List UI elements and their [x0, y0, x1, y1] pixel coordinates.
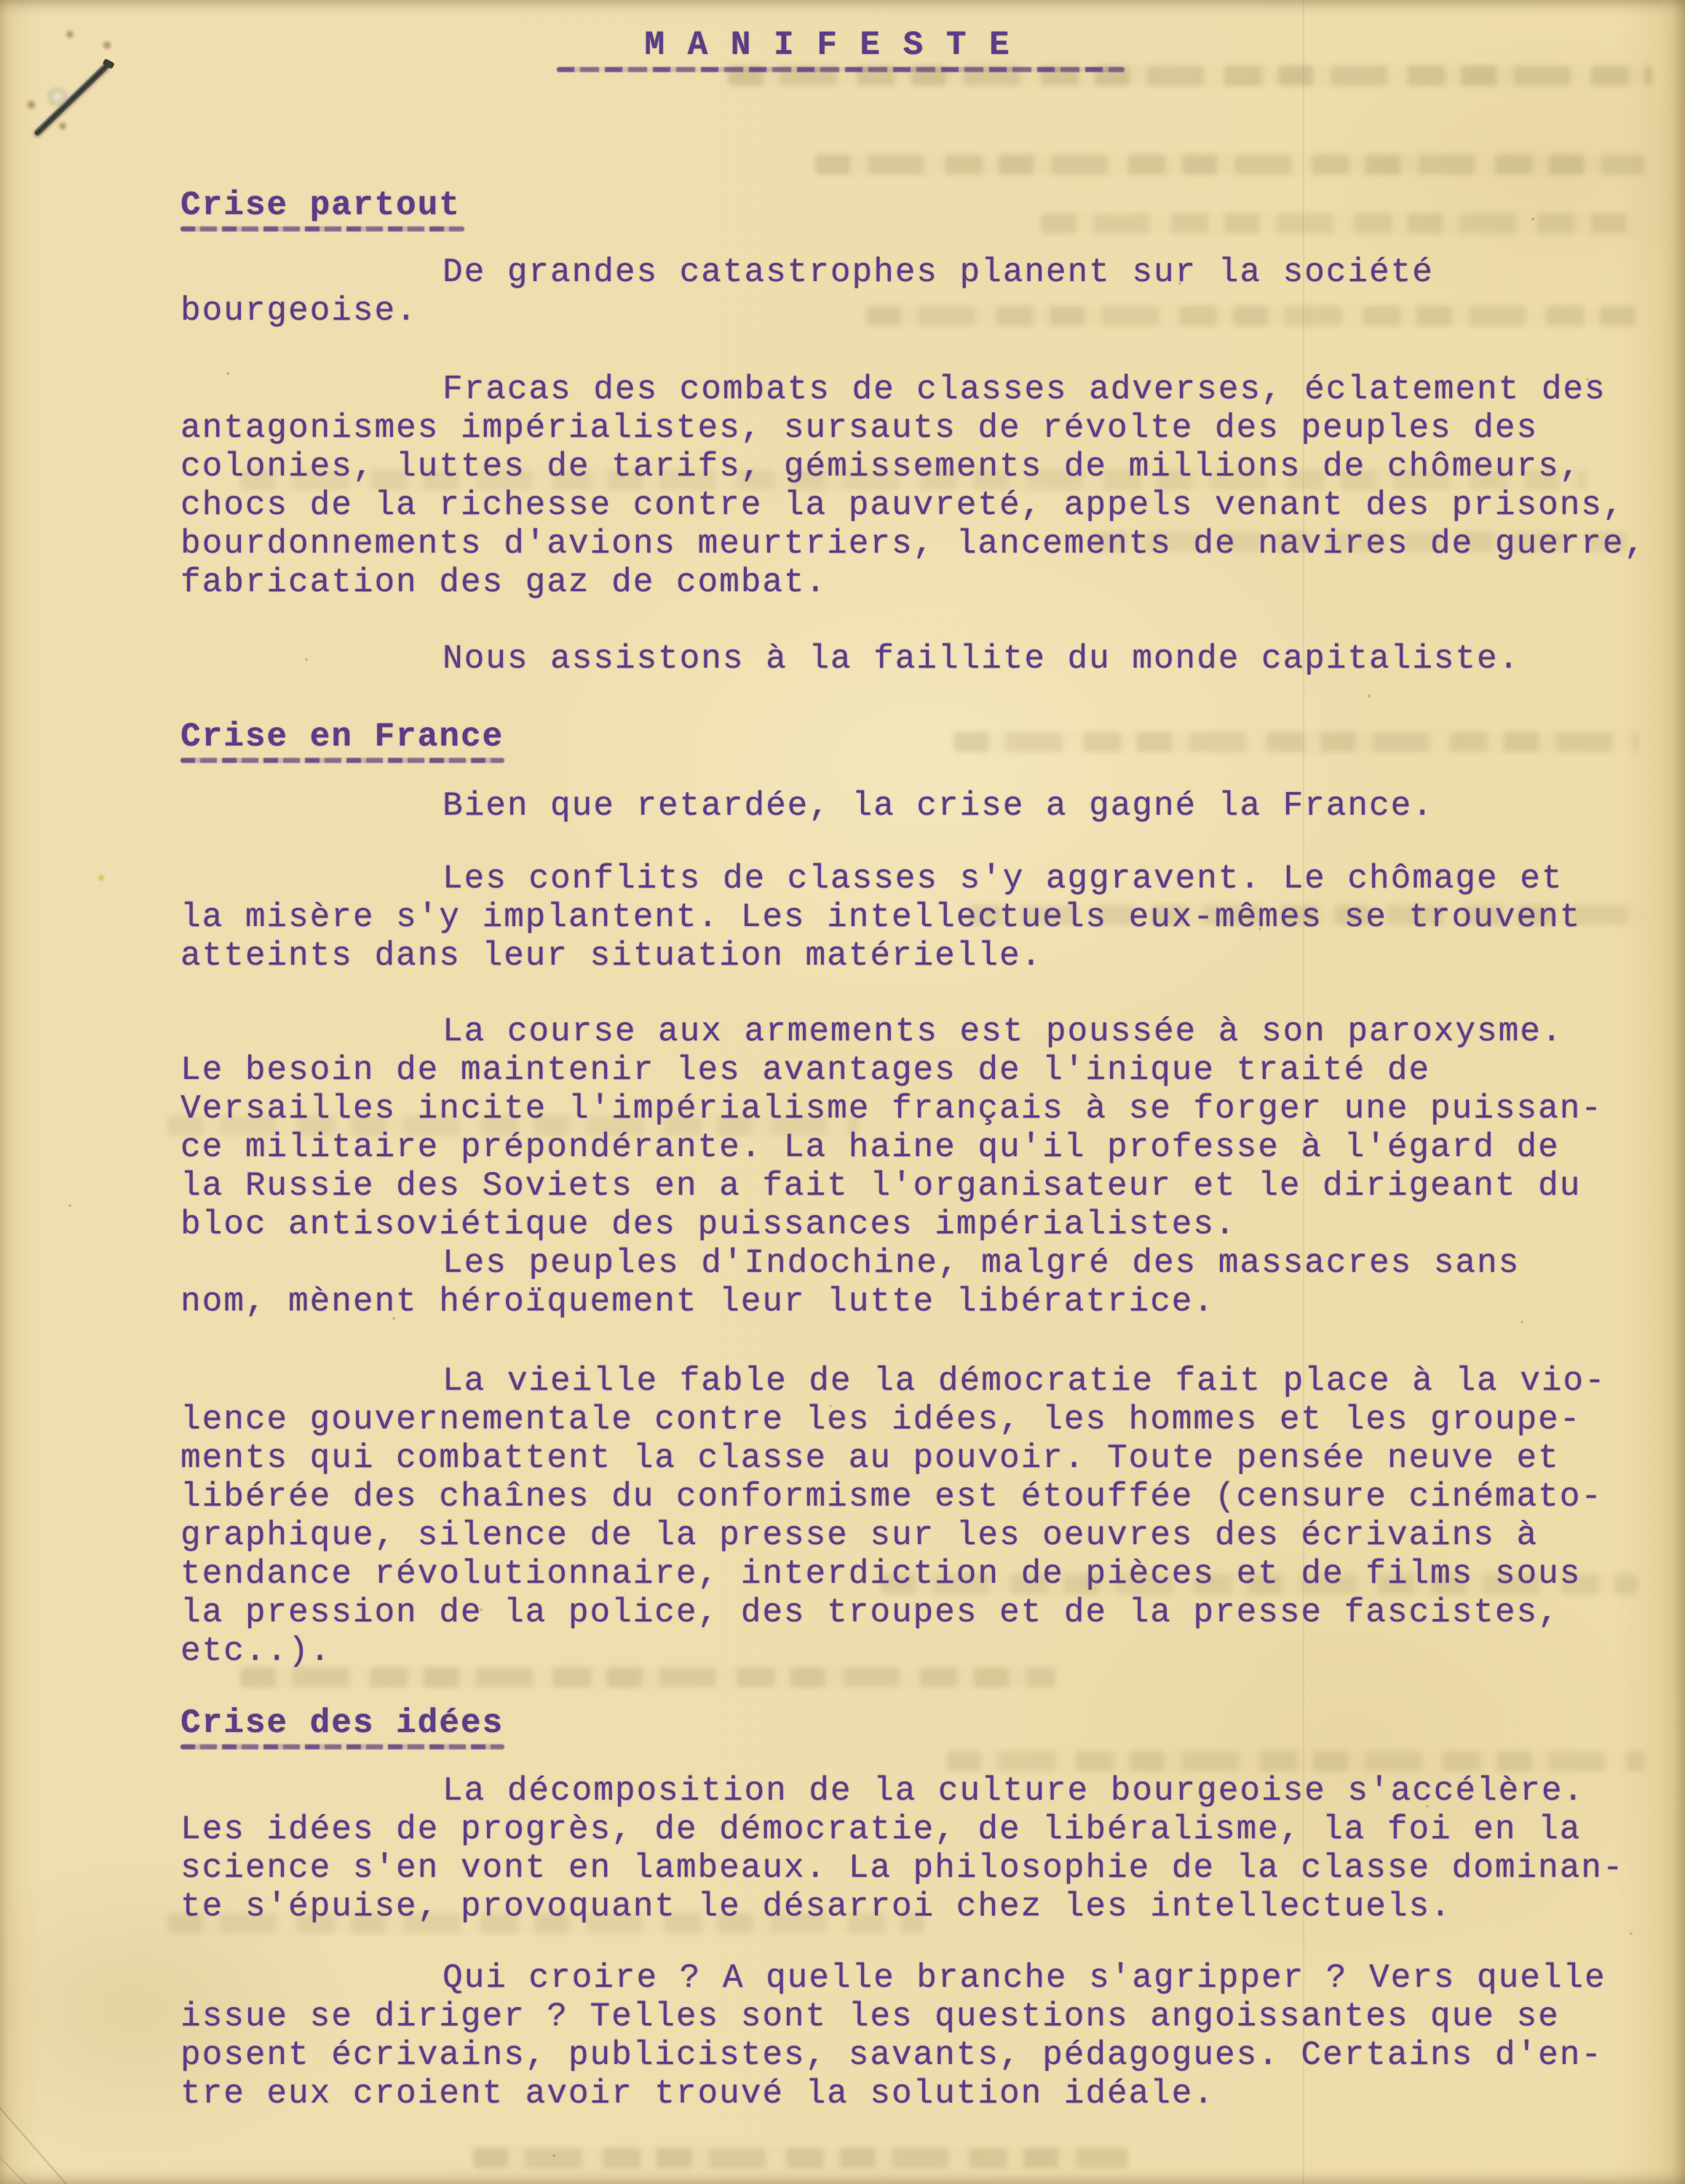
heading-underline — [181, 1744, 504, 1749]
text-line: libérée des chaînes du conformisme est étouffée (censure cinémato- — [181, 1478, 1603, 1516]
staple — [33, 60, 112, 136]
text-line: antagonismes impérialistes, sursauts de révolte des peuples des — [181, 409, 1539, 447]
paper-crease — [0, 2082, 103, 2184]
section-crise-des-idees — [181, 1704, 1658, 1749]
paragraph — [181, 1772, 1658, 1926]
text-line: graphique, silence de la presse sur les oeuvres des écrivains à — [181, 1516, 1539, 1554]
section-crise-partout — [181, 186, 1658, 232]
paper-stain — [98, 874, 105, 882]
text-line: bloc antisoviétique des puissances impérialistes. — [181, 1206, 1237, 1243]
rust-mark — [64, 29, 76, 39]
section-crise-en-france — [181, 718, 1658, 763]
text-line: Fracas des combats de classes adverses, éclatement des — [443, 371, 1606, 408]
text-line: La vieille fable de la démocratie fait place à la vio- — [443, 1362, 1606, 1400]
title-underline — [557, 67, 1125, 72]
text-line: la misère s'y implantent. Les intellectuels eux-mêmes se trouvent — [181, 898, 1582, 936]
rust-mark — [100, 40, 114, 50]
text-line: Bien que retardée, la crise a gagné la France. — [443, 787, 1434, 825]
text-line: science s'en vont en lambeaux. La philosophie de la classe dominan- — [181, 1849, 1625, 1887]
rust-mark — [57, 121, 68, 131]
text-line: tre eux croient avoir trouvé la solution idéale. — [181, 2075, 1216, 2113]
paragraph — [181, 1013, 1658, 1244]
paragraph — [181, 787, 1658, 826]
section-heading: Crise en France — [181, 718, 504, 756]
text-line: issue se diriger ? Telles sont les questions angoissantes que se — [181, 1998, 1560, 2035]
section-heading: Crise des idées — [181, 1704, 504, 1742]
text-line: tendance révolutionnaire, interdiction de pièces et de films sous — [181, 1555, 1582, 1593]
text-line: Qui croire ? A quelle branche s'agripper ? Vers quelle — [443, 1959, 1606, 1997]
text-line: la pression de la police, des troupes et de la presse fascistes, — [181, 1594, 1560, 1631]
text-line: Nous assistons à la faillite du monde capitaliste. — [443, 640, 1521, 678]
text-line: ments qui combattent la classe au pouvoir. Toute pensée neuve et — [181, 1439, 1560, 1477]
paper-specks — [0, 0, 1, 1]
text-line: te s'épuise, provoquant le désarroi chez les intellectuels. — [181, 1888, 1452, 1926]
paragraph — [181, 253, 1658, 331]
text-line: bourgeoise. — [181, 292, 418, 330]
text-line: De grandes catastrophes planent sur la société — [443, 253, 1434, 291]
staple-smudge — [47, 87, 68, 106]
paragraph — [181, 1244, 1658, 1321]
text-line: La décomposition de la culture bourgeoise s'accélère. — [443, 1772, 1585, 1810]
text-line: Les peuples d'Indochine, malgré des massacres sans — [443, 1244, 1521, 1282]
text-line: posent écrivains, publicistes, savants, pédagogues. Certains d'en- — [181, 2036, 1603, 2074]
text-line: Versailles incite l'impérialisme français à se forger une puissan- — [181, 1090, 1603, 1128]
paragraph — [181, 860, 1658, 976]
text-line: Les idées de progrès, de démocratie, de libéralisme, la foi en la — [181, 1811, 1582, 1848]
document-content — [181, 0, 1658, 2113]
text-line: etc..). — [181, 1632, 332, 1670]
text-line: colonies, luttes de tarifs, gémissements de millions de chômeurs, — [181, 448, 1582, 486]
text-line: bourdonnements d'avions meurtriers, lancements de navires de guerre, — [181, 525, 1646, 563]
heading-underline — [181, 758, 504, 763]
paragraph — [181, 1362, 1658, 1671]
text-line: nom, mènent héroïquement leur lutte libératrice. — [181, 1283, 1216, 1321]
text-line: chocs de la richesse contre la pauvreté, appels venant des prisons, — [181, 486, 1625, 524]
text-line: lence gouvernementale contre les idées, les hommes et les groupe- — [181, 1401, 1582, 1439]
text-line: la Russie des Soviets en a fait l'organisateur et le dirigeant du — [181, 1167, 1582, 1205]
heading-underline — [181, 226, 464, 232]
text-line: Les conflits de classes s'y aggravent. Le chômage et — [443, 860, 1563, 898]
bleed-through-text — [473, 2148, 1128, 2168]
paragraph — [181, 371, 1658, 602]
text-line: La course aux armements est poussée à son paroxysme. — [443, 1013, 1563, 1051]
text-line: fabrication des gaz de combat. — [181, 563, 828, 601]
document-title: M A N I F E S T E — [644, 26, 1011, 64]
rust-mark — [25, 99, 38, 111]
document-title-block — [89, 26, 1566, 72]
text-line: Le besoin de maintenir les avantages de l'inique traité de — [181, 1051, 1431, 1089]
paragraph — [181, 640, 1658, 678]
text-line: atteints dans leur situation matérielle. — [181, 937, 1043, 975]
text-line: ce militaire prépondérante. La haine qu'il professe à l'égard de — [181, 1128, 1560, 1166]
paragraph — [181, 1959, 1658, 2113]
section-heading: Crise partout — [181, 186, 461, 224]
